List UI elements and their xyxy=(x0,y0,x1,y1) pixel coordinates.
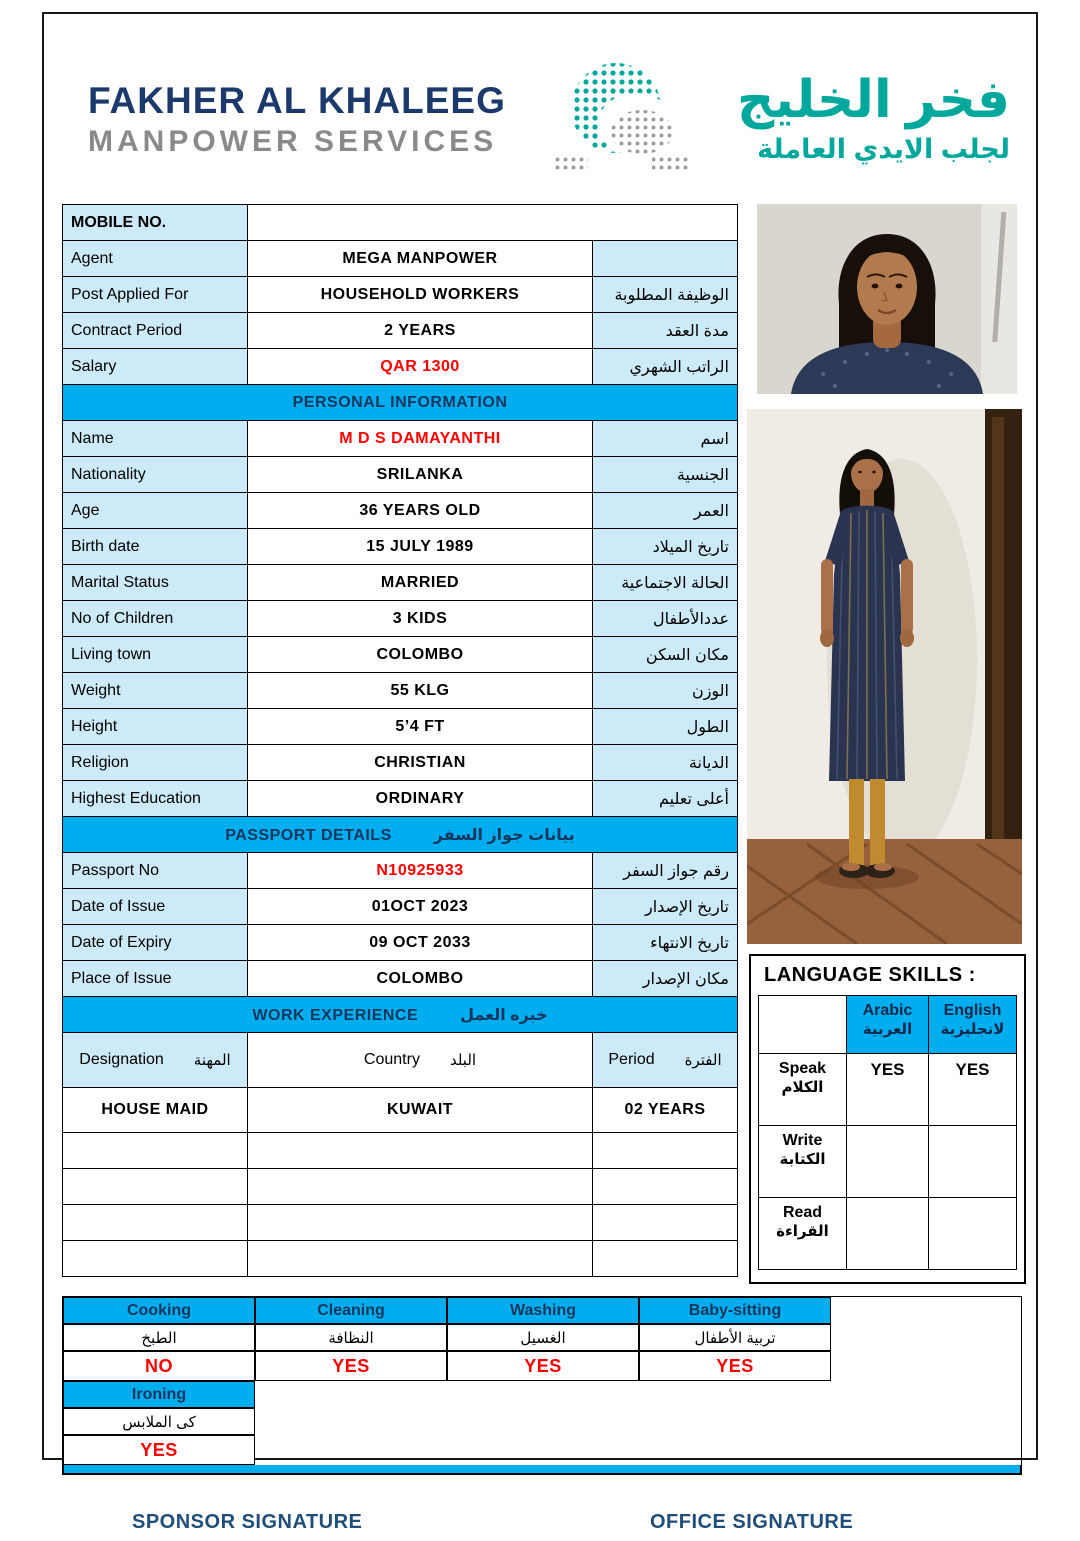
field-label: Height xyxy=(63,709,248,745)
work-experience-empty-row xyxy=(63,1241,738,1277)
field-label: Living town xyxy=(63,637,248,673)
col-header-english: English لانجليزية xyxy=(929,996,1017,1054)
field-value: M D S DAMAYANTHI xyxy=(248,421,593,457)
field-value: MARRIED xyxy=(248,565,593,601)
table-row-weight xyxy=(63,673,738,709)
section-title: PERSONAL INFORMATION xyxy=(63,385,738,421)
field-label-arabic: مكان الإصدار xyxy=(593,961,738,997)
read-english-value xyxy=(929,1198,1017,1270)
field-label-arabic: الطول xyxy=(593,709,738,745)
work-period: 02 YEARS xyxy=(593,1088,738,1133)
photo-column xyxy=(747,204,1026,1284)
section-header-passport-details xyxy=(63,817,738,853)
field-label: Name xyxy=(63,421,248,457)
field-label-arabic: العمر xyxy=(593,493,738,529)
table-row-education xyxy=(63,781,738,817)
table-row-name xyxy=(63,421,738,457)
field-label: Nationality xyxy=(63,457,248,493)
col-header-country: Country البلد xyxy=(248,1033,593,1088)
field-label-arabic: الجنسية xyxy=(593,457,738,493)
skills-bottom-bar xyxy=(63,1465,1021,1474)
applicant-headshot-photo xyxy=(757,204,1017,394)
language-row-write xyxy=(759,1126,1017,1198)
field-label-arabic xyxy=(593,241,738,277)
skill-baby-sitting xyxy=(639,1297,831,1381)
logo-arabic-subtitle: لجلب الايدي العاملة xyxy=(757,133,1010,164)
skill-name: Cooking xyxy=(63,1297,255,1324)
mobile-no-label: MOBILE NO. xyxy=(63,205,248,241)
skill-name-arabic: النظافة xyxy=(255,1324,447,1351)
field-value: 36 YEARS OLD xyxy=(248,493,593,529)
language-skills-table xyxy=(758,995,1017,1270)
skill-value: YES xyxy=(63,1435,255,1465)
field-value: MEGA MANPOWER xyxy=(248,241,593,277)
field-label: Passport No xyxy=(63,853,248,889)
skill-name-arabic: الغسيل xyxy=(447,1324,639,1351)
table-row-nationality xyxy=(63,457,738,493)
field-value: HOUSEHOLD WORKERS xyxy=(248,277,593,313)
write-arabic-value xyxy=(847,1126,929,1198)
table-row-religion xyxy=(63,745,738,781)
field-value: COLOMBO xyxy=(248,637,593,673)
skill-cooking xyxy=(63,1297,255,1381)
section-title: PASSPORT DETAILS xyxy=(225,826,392,844)
applicant-fullbody-photo xyxy=(747,409,1022,944)
col-header-arabic: Arabic العربية xyxy=(847,996,929,1054)
field-label: Birth date xyxy=(63,529,248,565)
field-value: 09 OCT 2033 xyxy=(248,925,593,961)
field-value: 3 KIDS xyxy=(248,601,593,637)
table-row-children xyxy=(63,601,738,637)
field-value: N10925933 xyxy=(248,853,593,889)
col-header-period: Period الفترة xyxy=(593,1033,738,1088)
company-logo-english xyxy=(88,80,506,159)
table-row-age xyxy=(63,493,738,529)
language-row-speak xyxy=(759,1054,1017,1126)
table-row-date-of-expiry xyxy=(63,925,738,961)
speak-arabic-value: YES xyxy=(847,1054,929,1126)
field-value: 01OCT 2023 xyxy=(248,889,593,925)
skill-name: Washing xyxy=(447,1297,639,1324)
work-experience-empty-row xyxy=(63,1205,738,1241)
office-signature-label: OFFICE SIGNATURE xyxy=(650,1511,854,1533)
work-country: KUWAIT xyxy=(248,1088,593,1133)
field-label: Highest Education xyxy=(63,781,248,817)
table-row-marital-status xyxy=(63,565,738,601)
signature-row xyxy=(44,1511,1036,1541)
field-label: Salary xyxy=(63,349,248,385)
field-label-arabic: مدة العقد xyxy=(593,313,738,349)
field-label: Agent xyxy=(63,241,248,277)
logo-arabic-title: فخر الخليج xyxy=(736,71,1010,130)
field-label: No of Children xyxy=(63,601,248,637)
col-header-designation: Designation المهنة xyxy=(63,1033,248,1088)
field-value: ORDINARY xyxy=(248,781,593,817)
section-header-personal-information xyxy=(63,385,738,421)
sponsor-signature-label: SPONSOR SIGNATURE xyxy=(132,1511,363,1533)
language-corner-cell xyxy=(759,996,847,1054)
field-label: Age xyxy=(63,493,248,529)
table-row-place-of-issue xyxy=(63,961,738,997)
skill-washing xyxy=(447,1297,639,1381)
logo-title: FAKHER AL KHALEEG xyxy=(88,79,506,121)
skill-name: Ironing xyxy=(63,1381,255,1408)
row-label: Speak الكلام xyxy=(759,1054,847,1126)
skill-ironing xyxy=(63,1381,255,1465)
field-value: CHRISTIAN xyxy=(248,745,593,781)
skill-name: Cleaning xyxy=(255,1297,447,1324)
applicant-info-table xyxy=(62,204,738,1277)
field-label: Place of Issue xyxy=(63,961,248,997)
skills-grid xyxy=(62,1296,1022,1475)
field-label: Contract Period xyxy=(63,313,248,349)
field-label-arabic: الوظيفة المطلوبة xyxy=(593,277,738,313)
skill-value: YES xyxy=(255,1351,447,1381)
header xyxy=(44,14,1036,178)
write-english-value xyxy=(929,1126,1017,1198)
field-value: 2 YEARS xyxy=(248,313,593,349)
field-label: Weight xyxy=(63,673,248,709)
field-value: QAR 1300 xyxy=(248,349,593,385)
table-row-height xyxy=(63,709,738,745)
field-label-arabic: الحالة الاجتماعية xyxy=(593,565,738,601)
field-label: Religion xyxy=(63,745,248,781)
skill-name: Baby-sitting xyxy=(639,1297,831,1324)
table-row-passport-no xyxy=(63,853,738,889)
section-title-arabic: بيانات جواز السفر xyxy=(433,826,575,844)
field-label-arabic: الوزن xyxy=(593,673,738,709)
field-value: COLOMBO xyxy=(248,961,593,997)
skill-name-arabic: تربية الأطفال xyxy=(639,1324,831,1351)
mobile-no-value xyxy=(248,205,738,241)
field-label-arabic: رقم جواز السفر xyxy=(593,853,738,889)
field-label-arabic: اسم xyxy=(593,421,738,457)
field-label-arabic: الديانة xyxy=(593,745,738,781)
speak-english-value: YES xyxy=(929,1054,1017,1126)
logo-subtitle: MANPOWER SERVICES xyxy=(88,124,498,158)
table-row-post-applied xyxy=(63,277,738,313)
form-column xyxy=(62,204,737,1284)
field-label-arabic: تاريخ الإصدار xyxy=(593,889,738,925)
field-label: Post Applied For xyxy=(63,277,248,313)
main-content xyxy=(44,204,1036,1284)
language-skills-section xyxy=(749,954,1026,1284)
language-skills-title: LANGUAGE SKILLS : xyxy=(764,964,976,986)
work-experience-empty-row xyxy=(63,1169,738,1205)
skill-value: YES xyxy=(447,1351,639,1381)
field-label: Marital Status xyxy=(63,565,248,601)
field-label-arabic: أعلى تعليم xyxy=(593,781,738,817)
language-header-row xyxy=(759,996,1017,1054)
table-row-agent xyxy=(63,241,738,277)
table-row-date-of-issue xyxy=(63,889,738,925)
table-row-birth-date xyxy=(63,529,738,565)
work-experience-empty-row xyxy=(63,1133,738,1169)
field-label-arabic: الراتب الشهري xyxy=(593,349,738,385)
work-experience-column-headers xyxy=(63,1033,738,1088)
skill-name-arabic: كى الملابس xyxy=(63,1408,255,1435)
skill-cleaning xyxy=(255,1297,447,1381)
field-value: SRILANKA xyxy=(248,457,593,493)
logo-globe-graphic xyxy=(546,60,696,178)
skill-value: NO xyxy=(63,1351,255,1381)
field-label-arabic: مكان السكن xyxy=(593,637,738,673)
field-label: Date of Issue xyxy=(63,889,248,925)
field-label-arabic: تاريخ الميلاد xyxy=(593,529,738,565)
section-header-work-experience xyxy=(63,997,738,1033)
company-logo-arabic xyxy=(737,73,1010,165)
row-label: Write الكتابة xyxy=(759,1126,847,1198)
field-value: 55 KLG xyxy=(248,673,593,709)
skill-value: YES xyxy=(639,1351,831,1381)
section-title-arabic: خبره العمل xyxy=(460,1006,548,1024)
work-designation: HOUSE MAID xyxy=(63,1088,248,1133)
field-label-arabic: عددالأطفال xyxy=(593,601,738,637)
document-page xyxy=(42,12,1038,1533)
language-row-read xyxy=(759,1198,1017,1270)
skill-name-arabic: الطبخ xyxy=(63,1324,255,1351)
field-value: 15 JULY 1989 xyxy=(248,529,593,565)
field-label: Date of Expiry xyxy=(63,925,248,961)
section-title: WORK EXPERIENCE xyxy=(252,1006,419,1024)
table-row-living-town xyxy=(63,637,738,673)
row-label: Read القراءة xyxy=(759,1198,847,1270)
table-row-contract-period xyxy=(63,313,738,349)
field-label-arabic: تاريخ الانتهاء xyxy=(593,925,738,961)
mobile-no-row xyxy=(63,205,738,241)
field-value: 5’4 FT xyxy=(248,709,593,745)
work-experience-row xyxy=(63,1088,738,1133)
table-row-salary xyxy=(63,349,738,385)
read-arabic-value xyxy=(847,1198,929,1270)
